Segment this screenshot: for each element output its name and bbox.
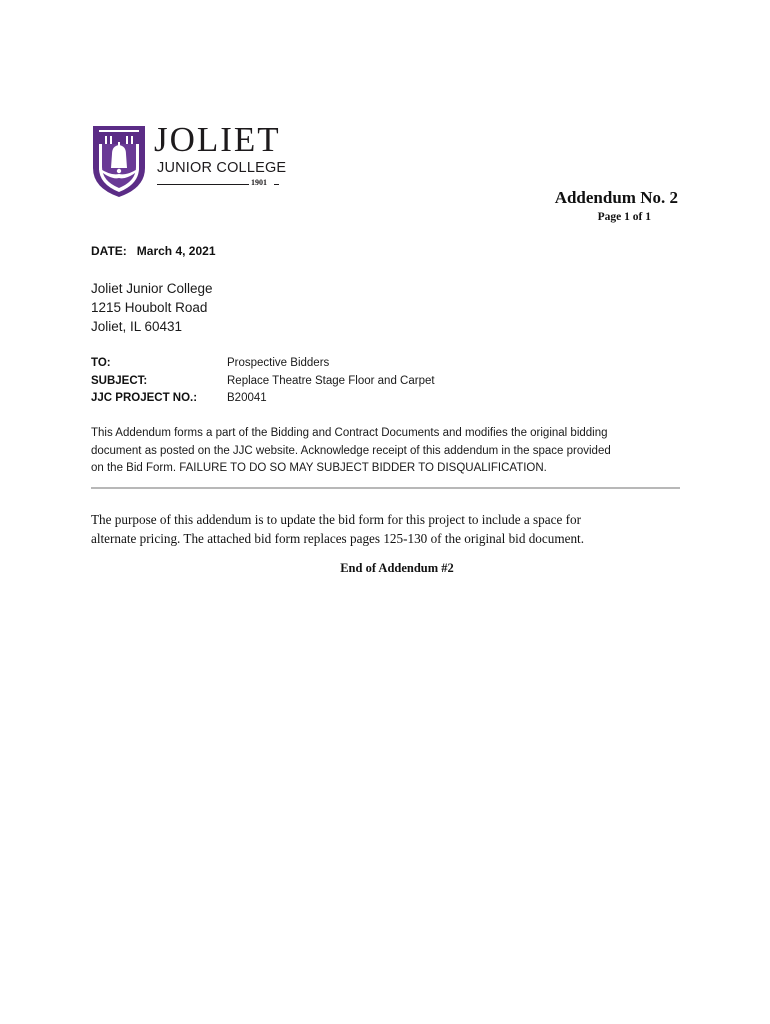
addendum-title: Addendum No. 2 bbox=[554, 188, 678, 207]
notice-paragraph bbox=[91, 425, 681, 478]
logo-year: 1901 bbox=[251, 178, 267, 187]
date-line bbox=[91, 244, 216, 258]
purpose-paragraph bbox=[91, 510, 681, 548]
to-label: TO: bbox=[91, 357, 111, 369]
project-value: B20041 bbox=[227, 392, 267, 404]
date-label: DATE: bbox=[91, 244, 127, 258]
to-value: Prospective Bidders bbox=[227, 357, 330, 369]
notice-line: on the Bid Form. FAILURE TO DO SO MAY SUBJECT BIDDER TO DISQUALIFICATION. bbox=[91, 462, 547, 474]
subject-value: Replace Theatre Stage Floor and Carpet bbox=[227, 374, 435, 387]
logo-rule-end bbox=[274, 184, 279, 185]
info-row-subject bbox=[91, 373, 435, 391]
logo-rule bbox=[157, 184, 249, 185]
info-row-to bbox=[91, 355, 435, 373]
notice-line: This Addendum forms a part of the Bidding and Contract Documents and modifies the original bidding bbox=[91, 427, 608, 439]
logo-subtitle: JUNIOR COLLEGE bbox=[157, 160, 287, 176]
purpose-line: The purpose of this addendum is to update the bid form for this project to include a space for bbox=[91, 512, 582, 527]
info-row-project bbox=[91, 390, 435, 408]
notice-line: document as posted on the JJC website. Acknowledge receipt of this addendum in the space provided bbox=[91, 444, 611, 457]
end-of-addendum: End of Addendum #2 bbox=[340, 561, 454, 575]
project-label: JJC PROJECT NO.: bbox=[91, 392, 198, 404]
purpose-line: alternate pricing. The attached bid form replaces pages 125-130 of the original bid document. bbox=[91, 531, 585, 546]
page-number: Page 1 of 1 bbox=[597, 211, 651, 223]
address-line: Joliet, IL 60431 bbox=[91, 319, 183, 334]
address-line: Joliet Junior College bbox=[91, 281, 213, 296]
logo-wordmark: JOLIET bbox=[154, 120, 281, 159]
college-logo bbox=[91, 122, 291, 200]
divider bbox=[91, 487, 680, 489]
address-line: 1215 Houbolt Road bbox=[91, 300, 208, 315]
shield-bell-icon bbox=[91, 124, 147, 198]
subject-label: SUBJECT: bbox=[91, 374, 148, 387]
info-table bbox=[91, 355, 435, 408]
address-block bbox=[91, 279, 213, 336]
date-value: March 4, 2021 bbox=[136, 244, 216, 258]
